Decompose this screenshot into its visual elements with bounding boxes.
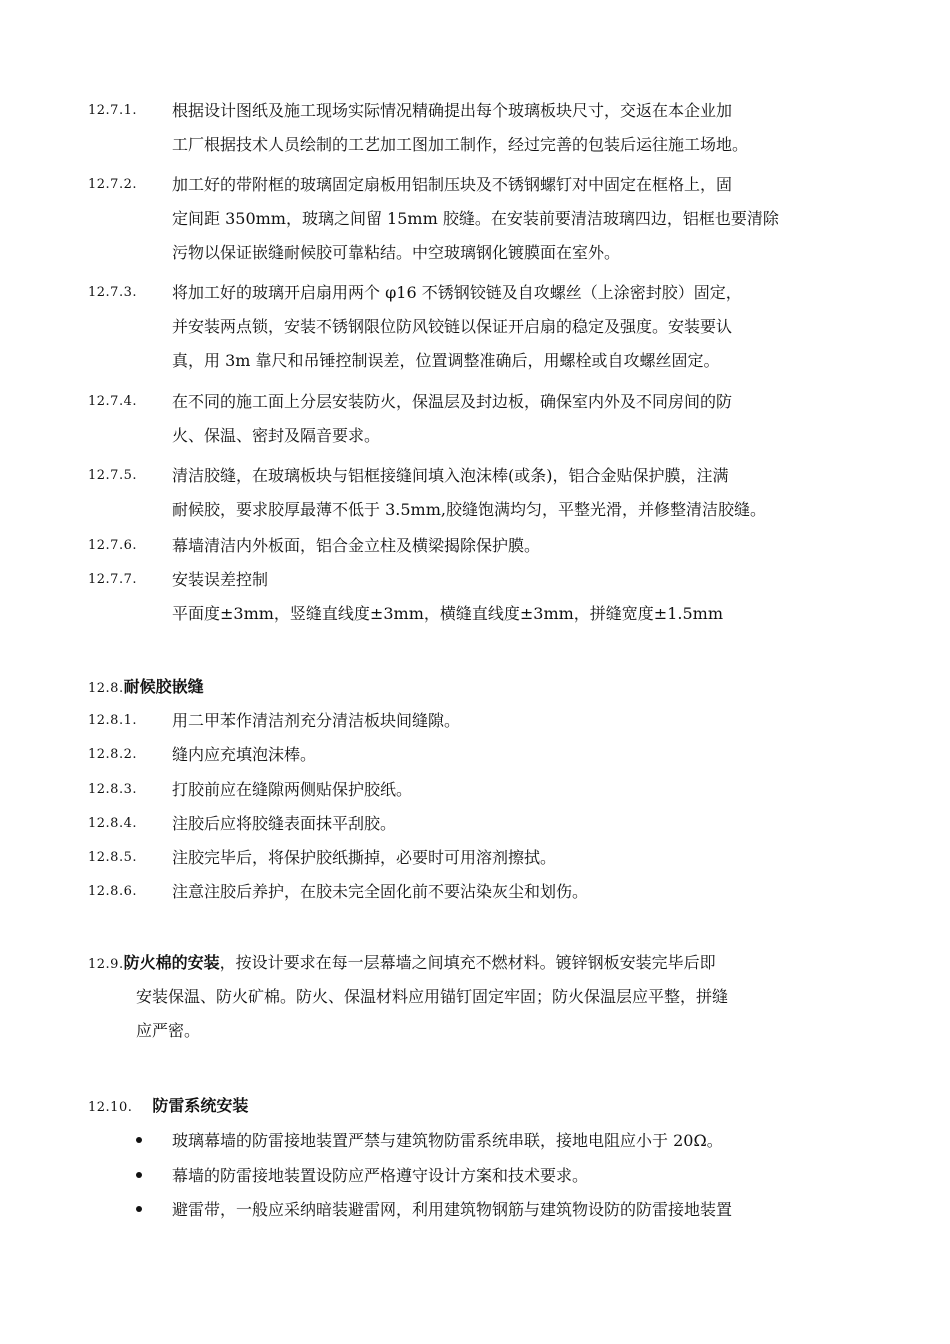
bullet-dot-icon — [136, 1172, 142, 1178]
item-text: 注胶后应将胶缝表面抹平刮胶。 — [172, 814, 397, 833]
item-number: 12.7.2. — [88, 177, 137, 192]
item-text — [172, 168, 862, 270]
list-item-12-8-3 — [88, 773, 868, 807]
item-number: 12.8.1. — [88, 713, 137, 728]
item-text — [172, 385, 862, 453]
text-line: 真，用 3m 靠尺和吊锤控制误差，位置调整准确后，用螺栓或自攻螺丝固定。 — [172, 351, 720, 370]
text-line: 安装保温、防火矿棉。防火、保温材料应用锚钉固定牢固；防火保温层应平整，拼缝 — [136, 987, 729, 1006]
item-number: 12.8.6. — [88, 884, 137, 899]
item-text: 用二甲苯作清洁剂充分清洁板块间缝隙。 — [172, 711, 461, 730]
text-line: ，按设计要求在每一层幕墙之间填充不燃材料。镀锌钢板安装完毕后即 — [219, 953, 716, 972]
text-line: 并安装两点锁，安装不锈钢限位防风铰链以保证开启扇的稳定及强度。安装要认 — [172, 317, 733, 336]
item-text — [172, 529, 862, 563]
list-item-12-7-2 — [88, 168, 868, 270]
bullet-dot-icon — [136, 1206, 142, 1212]
text-line: 耐候胶，要求胶厚最薄不低于 3.5mm,胶缝饱满均匀，平整光滑，并修整清洁胶缝。 — [172, 500, 766, 519]
item-number: 12.7.3. — [88, 285, 137, 300]
bullet-item — [136, 1159, 866, 1193]
section-paragraph-12-9 — [88, 946, 860, 1050]
item-text: 注胶完毕后，将保护胶纸撕掉，必要时可用溶剂擦拭。 — [172, 848, 557, 867]
list-item-12-7-3 — [88, 276, 868, 378]
tolerance-line: 平面度±3mm，竖缝直线度±3mm，横缝直线度±3mm，拼缝宽度±1.5mm — [172, 604, 723, 623]
list-item-12-8-1 — [88, 704, 868, 738]
text-line: 污物以保证嵌缝耐候胶可靠粘结。中空玻璃钢化镀膜面在室外。 — [172, 243, 621, 262]
section-heading-12-10 — [88, 1089, 248, 1125]
text-line: 幕墙清洁内外板面，铝合金立柱及横梁揭除保护膜。 — [172, 536, 541, 555]
list-item-12-7-7 — [88, 563, 868, 631]
text-line: 定间距 350mm，玻璃之间留 15mm 胶缝。在安装前要清洁玻璃四边，铝框也要清除 — [172, 209, 779, 228]
item-number: 12.7.4. — [88, 394, 137, 409]
bullet-text: 避雷带，一般应采纳暗装避雷网，利用建筑物钢筋与建筑物设防的防雷接地装置 — [172, 1200, 733, 1219]
list-item-12-8-2 — [88, 738, 868, 772]
bullet-item — [136, 1193, 866, 1227]
item-text — [172, 94, 862, 162]
item-number: 12.7.5. — [88, 468, 137, 483]
item-text: 注意注胶后养护，在胶未完全固化前不要沾染灰尘和划伤。 — [172, 882, 589, 901]
section-number: 12.8. — [88, 681, 124, 696]
list-item-12-7-6 — [88, 529, 868, 563]
text-line: 根据设计图纸及施工现场实际情况精确提出每个玻璃板块尺寸，交返在本企业加 — [172, 101, 733, 120]
text-line: 加工好的带附框的玻璃固定扇板用铝制压块及不锈钢螺钉对中固定在框格上，固 — [172, 175, 733, 194]
text-line: 应严密。 — [136, 1021, 201, 1040]
text-line: 工厂根据技术人员绘制的工艺加工图加工制作，经过完善的包装后运往施工场地。 — [172, 135, 749, 154]
list-item-12-7-4 — [88, 385, 868, 453]
section-heading-12-8 — [88, 670, 204, 706]
bullet-text: 玻璃幕墙的防雷接地装置严禁与建筑物防雷系统串联，接地电阻应小于 20Ω。 — [172, 1131, 723, 1150]
section-title: 防雷系统安装 — [152, 1096, 249, 1115]
list-item-12-7-5 — [88, 459, 868, 527]
item-number: 12.8.5. — [88, 850, 137, 865]
bullet-item — [136, 1124, 866, 1158]
paragraph-first-line — [88, 946, 860, 982]
text-line: 安装误差控制 — [172, 570, 269, 589]
list-item-12-8-4 — [88, 807, 868, 841]
item-number: 12.8.2. — [88, 747, 137, 762]
text-line: 火、保温、密封及隔音要求。 — [172, 426, 381, 445]
list-item-12-7-1 — [88, 94, 868, 162]
section-number: 12.9. — [88, 957, 124, 972]
section-number: 12.10. — [88, 1100, 133, 1115]
bullet-text: 幕墙的防雷接地装置设防应严格遵守设计方案和技术要求。 — [172, 1166, 589, 1185]
item-number: 12.7.6. — [88, 538, 137, 553]
item-text: 缝内应充填泡沫棒。 — [172, 745, 317, 764]
list-item-12-8-5 — [88, 841, 868, 875]
text-line: 清洁胶缝，在玻璃板块与铝框接缝间填入泡沫棒(或条)，铝合金贴保护膜，注满 — [172, 466, 729, 485]
bullet-dot-icon — [136, 1137, 142, 1143]
text-line: 在不同的施工面上分层安装防火，保温层及封边板，确保室内外及不同房间的防 — [172, 392, 733, 411]
list-item-12-8-6 — [88, 875, 868, 909]
item-text — [172, 563, 862, 631]
item-text — [172, 276, 862, 378]
text-line: 将加工好的玻璃开启扇用两个 φ16 不锈钢铰链及自攻螺丝（上涂密封胶）固定， — [172, 283, 742, 302]
section-title: 耐候胶嵌缝 — [123, 677, 204, 696]
item-number: 12.7.1. — [88, 103, 137, 118]
item-text — [172, 459, 862, 527]
item-number: 12.8.4. — [88, 816, 137, 831]
item-text: 打胶前应在缝隙两侧贴保护胶纸。 — [172, 780, 413, 799]
section-title: 防火棉的安装 — [123, 953, 220, 972]
item-number: 12.8.3. — [88, 782, 137, 797]
item-number: 12.7.7. — [88, 572, 137, 587]
